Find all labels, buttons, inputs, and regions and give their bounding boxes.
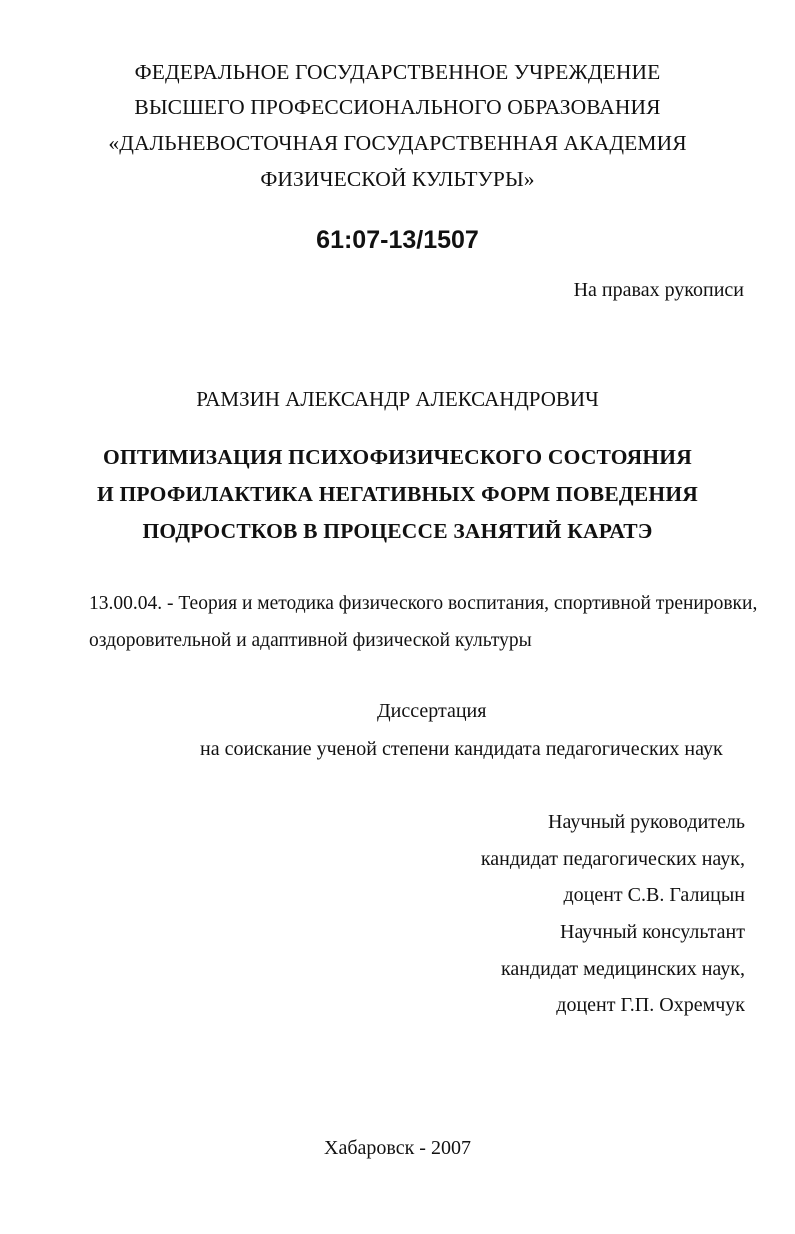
catalog-code: 61:07-13/1507 (316, 226, 479, 254)
specialty-line-1: 13.00.04. - Теория и методика физического воспитания, спортивной тренировки, (89, 593, 758, 614)
org-line-1: ФЕДЕРАЛЬНОЕ ГОСУДАРСТВЕННОЕ УЧРЕЖДЕНИЕ (134, 60, 661, 84)
title-line-2: И ПРОФИЛАКТИКА НЕГАТИВНЫХ ФОРМ ПОВЕДЕНИЯ (97, 482, 698, 506)
org-line-3: «ДАЛЬНЕВОСТОЧНАЯ ГОСУДАРСТВЕННАЯ АКАДЕМИЯ (108, 131, 687, 155)
org-line-4: ФИЗИЧЕСКОЙ КУЛЬТУРЫ» (260, 167, 535, 191)
advisor-line-6: доцент Г.П. Охремчук (556, 994, 745, 1016)
advisor-line-1: Научный руководитель (548, 811, 745, 833)
title-line-1: ОПТИМИЗАЦИЯ ПСИХОФИЗИЧЕСКОГО СОСТОЯНИЯ (103, 445, 692, 469)
org-line-2: ВЫСШЕГО ПРОФЕССИОНАЛЬНОГО ОБРАЗОВАНИЯ (134, 95, 661, 119)
degree-purpose: на соискание ученой степени кандидата педагогических наук (200, 738, 723, 760)
advisor-line-3: доцент С.В. Галицын (563, 884, 745, 906)
title-line-3: ПОДРОСТКОВ В ПРОЦЕССЕ ЗАНЯТИЙ КАРАТЭ (142, 519, 653, 543)
advisor-line-4: Научный консультант (560, 921, 745, 943)
advisor-line-2: кандидат педагогических наук, (480, 848, 745, 870)
advisor-line-5: кандидат медицинских наук, (501, 958, 745, 980)
rights-note: На правах рукописи (573, 279, 744, 301)
author-name: РАМЗИН АЛЕКСАНДР АЛЕКСАНДРОВИЧ (196, 387, 599, 411)
city-year: Хабаровск - 2007 (324, 1137, 471, 1159)
specialty-line-2: оздоровительной и адаптивной физической культуры (89, 630, 532, 651)
degree-kind: Диссертация (377, 700, 487, 722)
